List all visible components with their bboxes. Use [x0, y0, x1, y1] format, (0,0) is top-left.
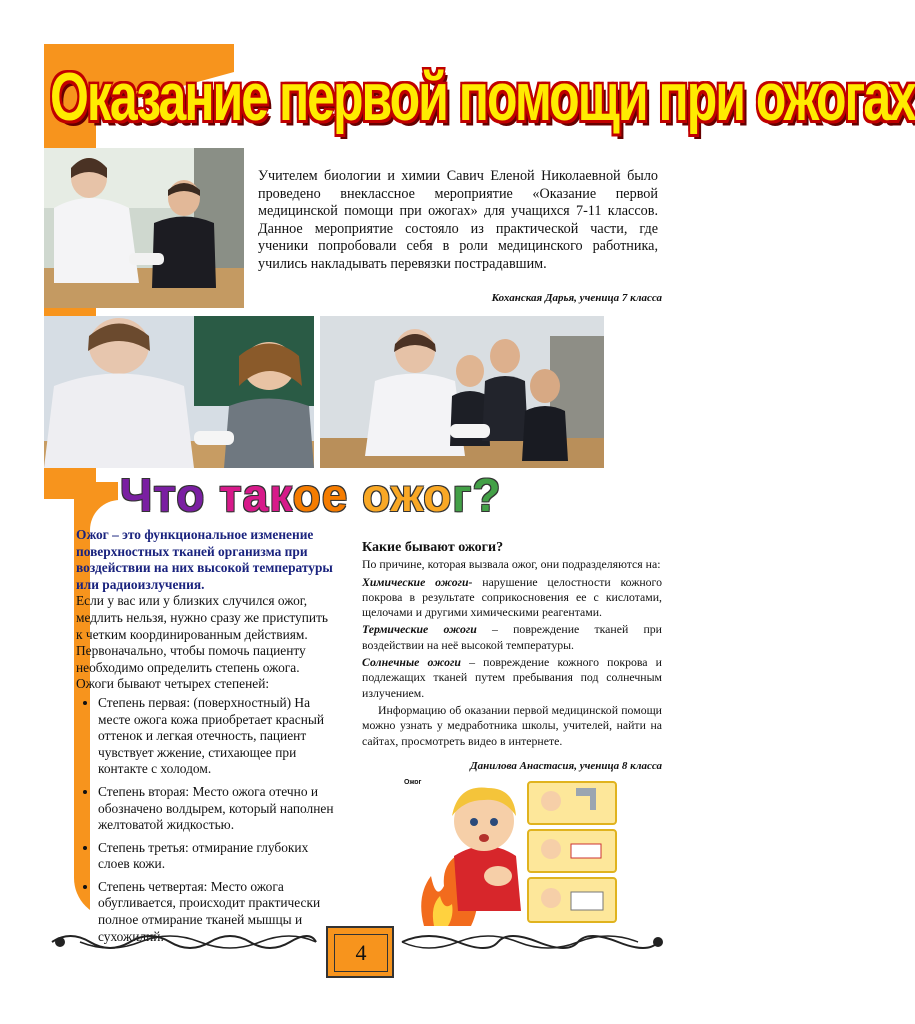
ornament-right [400, 932, 668, 952]
left-column [76, 527, 334, 951]
thermal-burns [362, 622, 662, 653]
illustration-label: Ожог [404, 779, 422, 786]
right-column [362, 540, 662, 751]
right-intro: По причине, которая вызвала ожог, они подразделяются на: [362, 557, 661, 572]
term-label: Солнечные ожоги [362, 655, 461, 670]
photo-teacher-bandaging [44, 148, 244, 308]
chemical-burns [362, 575, 662, 621]
page-title: Оказание первой помощи при ожогах [50, 59, 915, 135]
sun-burns [362, 655, 662, 701]
term-text: – повреждение тканей при воздействии на неё высокой температуры. [362, 622, 662, 652]
term-text: нарушение целостности кожного покрова в результате соприкосновения ее с кислотами, щелочами и другими химическими реагентами. [362, 574, 663, 620]
info-paragraph: Информацию об оказании первой медицинской помощи можно узнать у медработника школы, учителей, найти на сайтах, просмотреть видео в интернете. [362, 702, 662, 748]
section-title-part: так [219, 469, 293, 521]
list-item: • Степень первая: (поверхностный) На месте ожога кожа приобретает красный оттенок и легкая отечность, пациент чувствует жжение, стихающее при контакте с холодом. [98, 695, 334, 778]
right-heading: Какие бывают ожоги? [362, 540, 504, 555]
list-item: • Степень вторая: Место ожога отечно и обозначено волдырем, который наполнен желтоватой жидкостью. [98, 784, 334, 834]
left-paragraph: Первоначально, чтобы помочь пациенту необходимо определить степень ожога. [76, 643, 306, 675]
term-label: Химические ожоги- [362, 574, 473, 589]
list-item: • Степень четвертая: Место ожога обугливается, происходит практически полное отмирание тканей мышцы и сухожилий. [98, 879, 334, 945]
term-text: – повреждение кожного покрова и подлежащих тканей путем пребывания под солнечным излучением. [362, 655, 662, 700]
signature-second: Данилова Анастасия, ученица 8 класса [470, 760, 662, 772]
section-title-part: ое [292, 469, 363, 521]
section-title-part: ожо [362, 469, 453, 521]
section-title [120, 468, 660, 521]
burn-illustration [396, 776, 618, 926]
burn-definition: Ожог – это функциональное изменение поверхностных тканей организма при воздействии на них высокой температуры или радиоизлучения. [76, 527, 333, 592]
list-item: • Степень третья: отмирание глубоких слоев кожи. [98, 840, 334, 873]
left-paragraph: Если у вас или у близких случился ожог, медлить нельзя, нужно сразу же приступить к четким координированным действиям. [76, 593, 329, 642]
section-title-part: Что [120, 469, 220, 521]
page-number: 4 [334, 934, 388, 972]
intro-paragraph: Учителем биологии и химии Савич Еленой Николаевной было проведено внеклассное мероприятие «Оказание первой медицинской помощи при ожогах» для учащихся 7-11 классов. Данное мероприятие состояло из практической части, где ученики попробовали себя в роли медицинского работника, учились накладывать перевязки пострадавшим. [258, 168, 658, 272]
term-label: Термические ожоги [362, 622, 477, 637]
photo-teacher-with-students [320, 316, 604, 468]
degrees-list [76, 695, 334, 945]
page-number-box [326, 926, 394, 978]
signature-first: Коханская Дарья, ученица 7 класса [491, 292, 662, 304]
left-paragraph: Ожоги бывают четырех степеней: [76, 676, 270, 692]
photo-students-bandaging [44, 316, 314, 468]
section-title-part: г? [452, 469, 502, 521]
ornament-left [50, 932, 318, 952]
